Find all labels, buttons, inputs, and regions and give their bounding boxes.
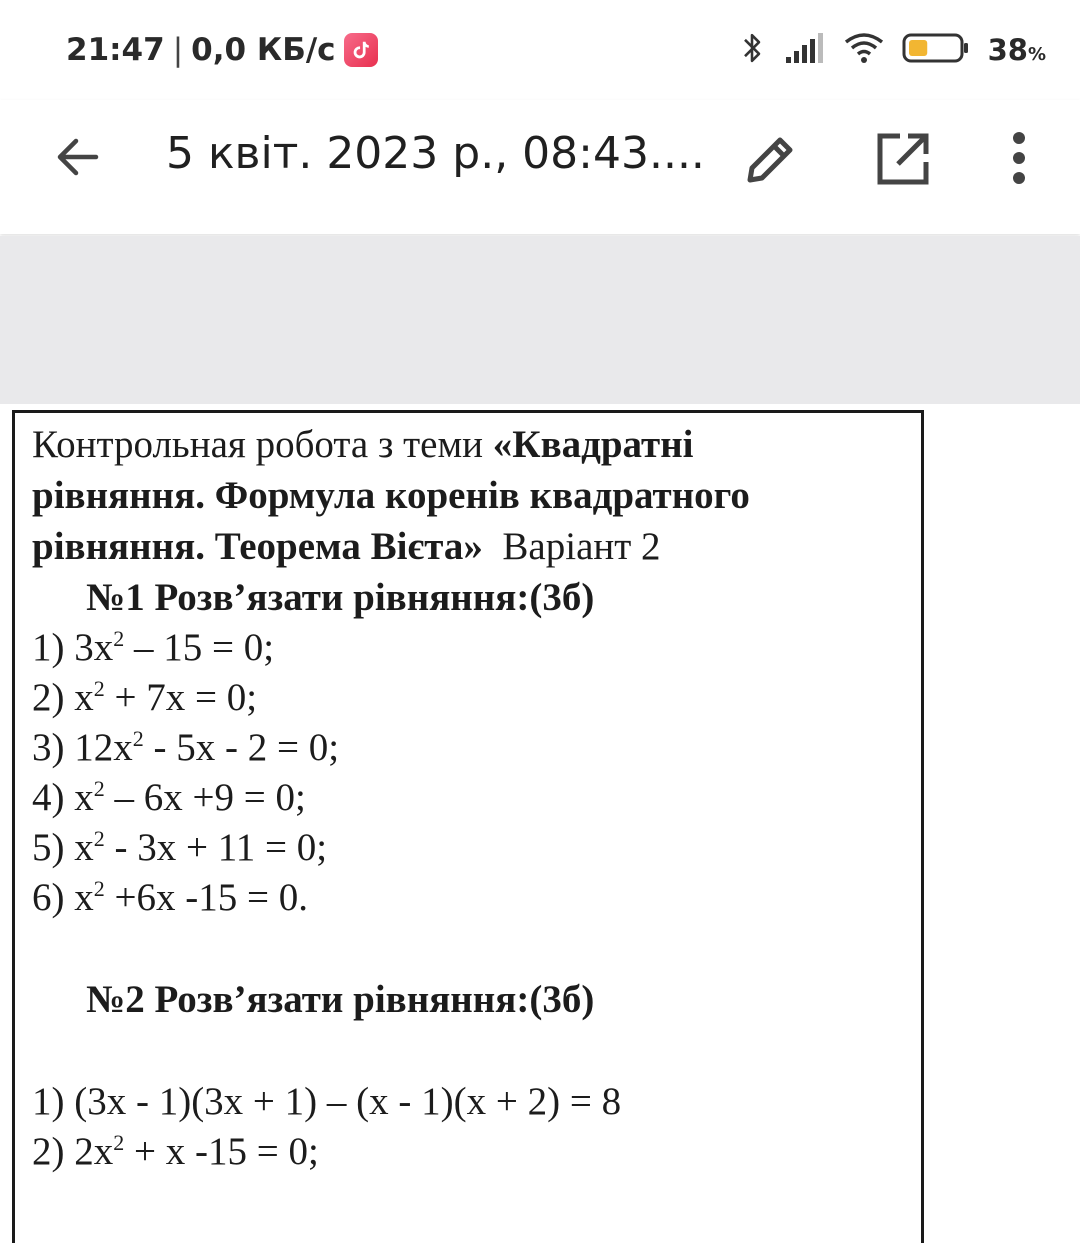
eq-part: +6x -15 = 0. <box>104 876 308 919</box>
task1-item-5 <box>32 823 327 873</box>
eq-part: 5) x <box>32 826 94 869</box>
eq-part: 6) x <box>32 876 94 919</box>
back-button[interactable] <box>50 130 104 184</box>
status-time: 21:47 <box>66 32 165 68</box>
more-vert-icon <box>996 130 1042 188</box>
eq-part: - 5x - 2 = 0; <box>143 726 340 769</box>
battery-percent <box>988 33 1046 67</box>
page-title: 5 квіт. 2023 р., 08:43.... <box>166 128 705 179</box>
task2-title: №2 Розв’язати рівняння:(3б) <box>86 978 595 1021</box>
eq-part: 4) x <box>32 776 94 819</box>
status-separator: | <box>172 32 184 68</box>
exponent: 2 <box>93 776 105 801</box>
task2-item-2 <box>32 1127 319 1177</box>
bluetooth-icon <box>738 29 766 72</box>
task2-item-1: 1) (3x - 1)(3x + 1) – (x - 1)(x + 2) = 8 <box>32 1080 622 1123</box>
status-bar <box>0 0 1080 100</box>
more-options-button[interactable] <box>996 130 1042 188</box>
status-left <box>66 28 378 72</box>
exponent: 2 <box>93 876 105 901</box>
task1-item-4 <box>32 773 306 823</box>
heading-line-3 <box>32 522 661 572</box>
battery-percent-value: 38 <box>987 33 1028 67</box>
status-right <box>738 28 1046 72</box>
eq-part: 1) 3x <box>32 626 114 669</box>
heading-topic-end: рівняння. Теорема Вієта» <box>32 525 483 568</box>
task1-item-6 <box>32 873 308 923</box>
exponent: 2 <box>132 726 144 751</box>
open-external-button[interactable] <box>874 130 932 188</box>
app-bar <box>0 100 1080 234</box>
exponent: 2 <box>93 826 105 851</box>
heading-text: Контрольная робота з теми <box>32 423 493 466</box>
eq-part: + 7x = 0; <box>104 676 258 719</box>
back-arrow-icon <box>52 132 102 182</box>
tiktok-icon <box>344 33 378 67</box>
eq-part: 2) x <box>32 676 94 719</box>
heading-line-1 <box>32 420 694 470</box>
eq-part: - 3x + 11 = 0; <box>104 826 328 869</box>
open-external-icon <box>874 130 932 188</box>
heading-topic: «Квадратні <box>492 423 694 466</box>
battery-icon <box>902 32 970 69</box>
variant-label: Варіант 2 <box>482 525 661 568</box>
task1-item-1 <box>32 623 274 673</box>
edit-button[interactable] <box>742 130 800 188</box>
exponent: 2 <box>93 676 105 701</box>
heading-line-2: рівняння. Формула коренів квадратного <box>32 474 750 517</box>
eq-part: – 6x +9 = 0; <box>104 776 306 819</box>
wifi-icon <box>844 32 884 69</box>
task1-item-3 <box>32 723 339 773</box>
task1-item-2 <box>32 673 257 723</box>
signal-icon <box>784 31 826 70</box>
edit-pencil-icon <box>742 130 800 188</box>
network-speed: 0,0 КБ/с <box>191 32 336 68</box>
eq-part: + x -15 = 0; <box>124 1130 319 1173</box>
eq-part: 3) 12x <box>32 726 133 769</box>
exponent: 2 <box>113 1130 125 1155</box>
exponent: 2 <box>113 626 125 651</box>
eq-part: – 15 = 0; <box>124 626 275 669</box>
eq-part: 2) 2x <box>32 1130 114 1173</box>
task1-title: №1 Розв’язати рівняння:(3б) <box>86 576 595 619</box>
battery-percent-sign: % <box>1027 44 1046 65</box>
